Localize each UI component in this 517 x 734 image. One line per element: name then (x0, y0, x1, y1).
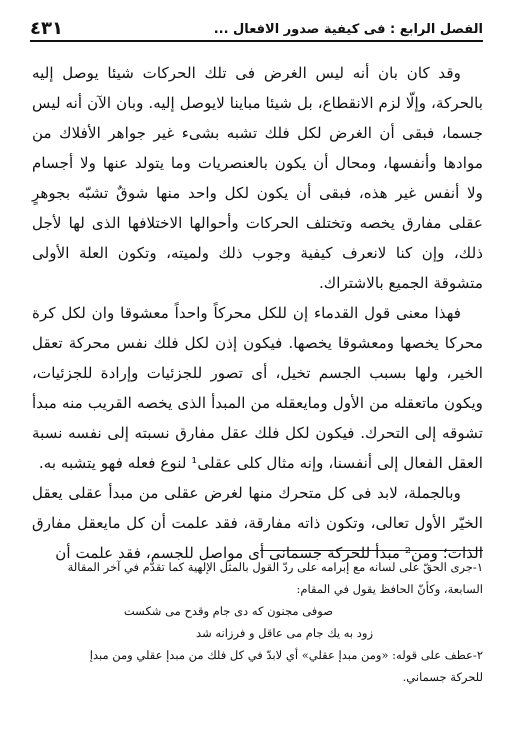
footnote-2-line-1: ٢-عطف على قوله: «ومن مبدإ عقلي» أي لابدّ في كل فلك من مبدإ عقلي ومن مبدإ (89, 648, 483, 662)
page-number: ٤٣١ (30, 18, 63, 39)
footnote-1-line-1: ١-جرى الحقّ على لسانه مع إبرامه على ردّ القول بالمثل الإلهية كما تقدّم في آخر المقالة (67, 560, 483, 574)
running-header (30, 14, 483, 42)
paragraph-3: وبالجملة، لابد فى كل متحرك منها لغرض عقلى من مبدأ عقلى يعقل الخيّر الأول تعالى، وتكون ذاته مفارقة، فقد علمت أن كل مايعقل مفارق الذات؛ ومن² مبدأ للحركة جسمانى أى مواصل للجسم، فقد علمت أن (32, 484, 483, 562)
footnote-separator (260, 550, 483, 551)
paragraph-1: وقد كان بان أنه ليس الغرض فى تلك الحركات شيئا يوصل إليه بالحركة، وإلّا لزم الانقطاع، بل شيئا مباينا لايوصل إليه. وبان الآن أنه ليس جسما، فبقى أن الغرض لكل فلك تشبه بشىء غير جواهر الأفلاك من موادها وأنفسها، ومحال أن يكون بالعنصريات وما يتولد عنها ولا أجسام ولا أنفس غير هذه، فبقى أن يكون لكل واحد منها شوقٌ تشبّه بجوهرٍ عقلى مفارق يخصه وتختلف الحركات وأحوالها الاختلافها الذى لها لأجل ذلك، وإن كنا لانعرف كيفية وجوب ذلك ولميته، وتكون العلة الأولى متشوقة الجميع بالاشتراك. (32, 64, 483, 292)
footnotes (32, 556, 483, 688)
chapter-title: الفصل الرابع : فى كيفية صدور الافعال ... (213, 22, 483, 37)
verse-line-2: زود به يك جام مى عاقل و فرزانه شد (196, 626, 373, 640)
footnote-1-line-2: السابعة، وكأنّ الحافظ يقول في المقام: (296, 582, 483, 596)
verse-line-1: صوفى مجنون كه دى جام وقدح مى شكست (123, 604, 333, 618)
paragraph-2: فهذا معنى قول القدماء إن للكل محركاً واحداً معشوقا وان لكل كرة محركا يخصها ومعشوقا يخصها. فيكون إذن لكل فلك نفس محركة تعقل الخير، ولها بسبب الجسم تخيل، أى تصور للجزئيات وإرادة للجزئيات، ويكون ماتعقله من الأول ومايعقله من المبدأ الذى يخصه القريب منه مبدأ تشوقه إلى التحرك. فيكون لكل فلك عقل مفارق نسبته إلى نفسه نسبة العقل الفعال إلى أنفسنا، وإنه مثال كلى عقلى¹ لنوع فعله فهو يتشبه به. (32, 304, 483, 472)
main-text (32, 58, 483, 568)
footnote-2-line-2: للحركة جسماني. (402, 670, 483, 684)
